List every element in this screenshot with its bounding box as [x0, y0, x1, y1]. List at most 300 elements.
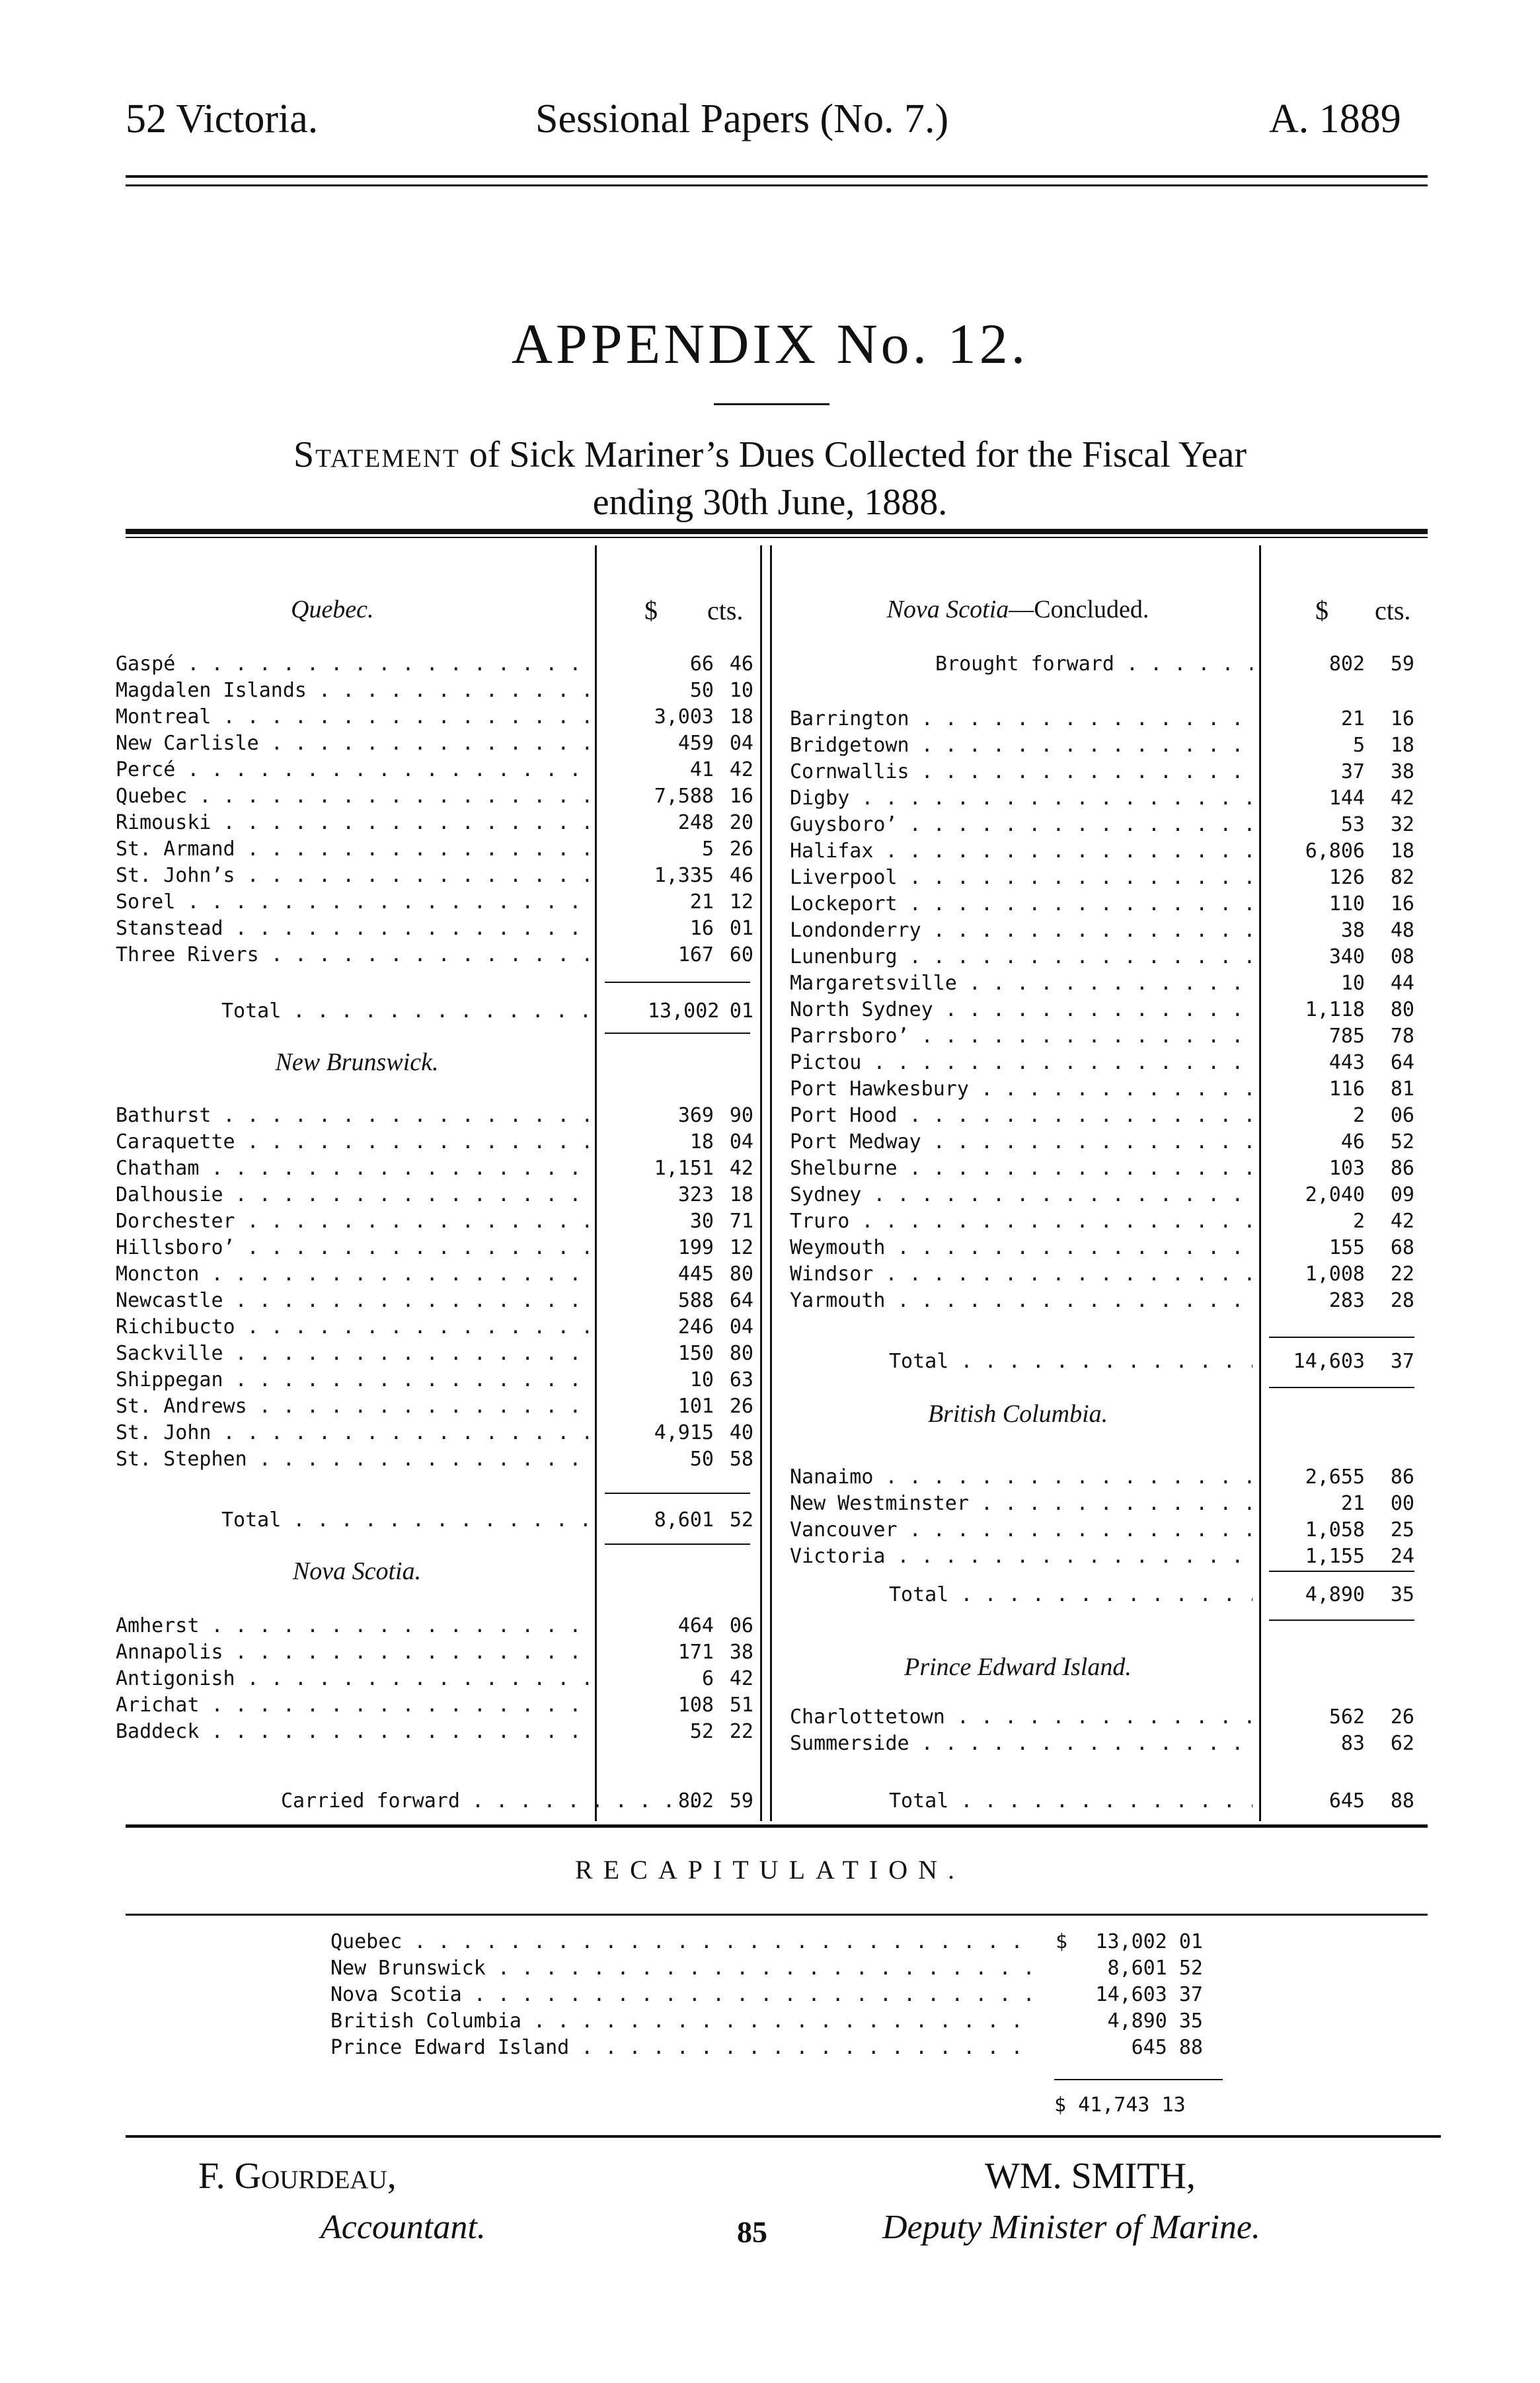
ns-concluded-row-name: Parrsboro’ . . .	[790, 1023, 1252, 1050]
nb-total-cents: 52	[729, 1508, 753, 1532]
nb-row-name: Chatham . . .	[116, 1155, 588, 1182]
pei-row	[790, 1731, 1424, 1757]
pei-heading: Prince Edward Island.	[904, 1653, 1132, 1681]
quebec-row	[116, 757, 753, 783]
nb-row-cents: 04	[729, 1130, 753, 1153]
quebec-row-name: Montreal . . .	[116, 704, 588, 730]
ns-concluded-row-name: Port Hood . . .	[790, 1103, 1252, 1129]
recap-row	[330, 2035, 1243, 2061]
ns-row-cents: 22	[729, 1720, 753, 1743]
recap-row	[330, 1929, 1243, 1955]
ns-concluded-row	[790, 1023, 1424, 1050]
quebec-row	[116, 730, 753, 757]
ns-row-dollars: 6	[701, 1667, 714, 1690]
nb-total-row	[116, 1507, 753, 1534]
nb-row	[116, 1261, 753, 1288]
ns-concluded-row-name: Yarmouth . . .	[790, 1288, 1252, 1314]
ns-row	[116, 1692, 753, 1719]
ns-concluded-row-cents: 18	[1390, 734, 1414, 757]
nb-row-dollars: 199	[677, 1236, 714, 1259]
quebec-row	[116, 704, 753, 730]
pei-row-dollars: 562	[1328, 1705, 1365, 1729]
title-rule	[714, 403, 829, 405]
ns-total-rule-2	[1269, 1387, 1414, 1388]
ns-row-cents: 38	[729, 1641, 753, 1664]
ns-concluded-row-cents: 09	[1390, 1183, 1414, 1206]
quebec-row-dollars: 248	[677, 811, 714, 834]
pei-row-cents: 26	[1390, 1705, 1414, 1729]
quebec-row-dollars: 7,588	[654, 785, 714, 808]
quebec-row-dollars: 16	[689, 917, 714, 940]
nb-row-dollars: 50	[689, 1448, 714, 1471]
nb-row-dollars: 369	[677, 1104, 714, 1127]
quebec-row-dollars: 50	[689, 679, 714, 702]
left-signature-title: Accountant.	[321, 2208, 486, 2246]
quebec-row-cents: 01	[729, 917, 753, 940]
quebec-total-label: Total . . .	[221, 998, 592, 1025]
nb-row-cents: 40	[729, 1421, 753, 1444]
ns-concluded-row-dollars: 155	[1328, 1236, 1365, 1259]
quebec-row-cents: 42	[729, 758, 753, 781]
bc-row	[790, 1543, 1424, 1570]
brought-forward-row	[790, 651, 1424, 678]
quebec-total-dollars: 13,002	[648, 999, 720, 1023]
ns-total-rule	[1269, 1337, 1414, 1338]
ns-concluded-row-dollars: 1,008	[1305, 1263, 1365, 1286]
ns-row	[116, 1666, 753, 1692]
ns-row-dollars: 108	[677, 1694, 714, 1717]
ns-total-row	[790, 1348, 1424, 1375]
nb-row-name: Newcastle . . .	[116, 1288, 588, 1314]
pei-row-dollars: 83	[1340, 1732, 1365, 1755]
ns-concluded-row-name: Cornwallis . . .	[790, 759, 1252, 785]
quebec-total-rule	[605, 982, 750, 983]
header-left: 52 Victoria.	[126, 97, 319, 141]
nb-row	[116, 1288, 753, 1314]
bc-total-dollars: 4,890	[1305, 1583, 1365, 1606]
pei-total-row	[790, 1788, 1424, 1815]
nb-row-cents: 04	[729, 1315, 753, 1339]
ns-concluded-row-name: Digby . . .	[790, 785, 1252, 812]
ns-concluded-row-name: Sydney . . .	[790, 1182, 1252, 1208]
nb-row-cents: 90	[729, 1104, 753, 1127]
quebec-row-cents: 26	[729, 838, 753, 861]
ns-concluded-row	[790, 838, 1424, 865]
ns-concluded-row	[790, 891, 1424, 918]
ns-concluded-row	[790, 1208, 1424, 1235]
ns-concluded-row-cents: 82	[1390, 866, 1414, 889]
quebec-row-dollars: 41	[689, 758, 714, 781]
ns-concluded-row-dollars: 785	[1328, 1025, 1365, 1048]
quebec-row-name: Rimouski . . .	[116, 810, 588, 836]
ns-concluded-row-dollars: 5	[1352, 734, 1365, 757]
ns-concluded-row-cents: 32	[1390, 813, 1414, 836]
recap-row-name: British Columbia . . .	[330, 2008, 1031, 2035]
ns-concluded-row-cents: 18	[1390, 840, 1414, 863]
ns-concluded-row-name: Guysboro’ . . .	[790, 812, 1252, 838]
ns-concluded-row-dollars: 53	[1340, 813, 1365, 836]
ns-concluded-row-dollars: 283	[1328, 1289, 1365, 1312]
ns-row-name: Annapolis . . .	[116, 1639, 588, 1666]
pei-row-name: Summerside . . .	[790, 1731, 1252, 1757]
nb-heading: New Brunswick.	[275, 1048, 439, 1076]
recap-row-amount: 8,601 52	[1107, 1957, 1203, 1980]
nb-row-dollars: 246	[677, 1315, 714, 1339]
ns-concluded-row-cents: 68	[1390, 1236, 1414, 1259]
nb-row	[116, 1182, 753, 1208]
pei-total-dollars: 645	[1328, 1789, 1365, 1813]
ns-concluded-row	[790, 1235, 1424, 1261]
recap-row-amount: 14,603 37	[1095, 1983, 1203, 2006]
table-top-rule	[126, 529, 1428, 534]
nb-row-dollars: 4,915	[654, 1421, 714, 1444]
cents-header-left: cts.	[707, 596, 744, 625]
nb-row-name: St. John . . .	[116, 1420, 588, 1446]
quebec-row-name: Magdalen Islands . . .	[116, 678, 588, 704]
nb-row	[116, 1129, 753, 1155]
ns-row-name: Arichat . . .	[116, 1692, 588, 1719]
pei-total-label: Total . . .	[889, 1788, 1252, 1815]
nb-row	[116, 1393, 753, 1420]
col-sep-2	[760, 545, 762, 1821]
recap-row	[330, 1982, 1243, 2008]
nb-row	[116, 1341, 753, 1367]
bc-total-rule-2	[1269, 1620, 1414, 1621]
quebec-row-cents: 46	[729, 652, 753, 676]
quebec-row-dollars: 21	[689, 890, 714, 914]
ns-row-dollars: 52	[689, 1720, 714, 1743]
nb-row-dollars: 101	[677, 1395, 714, 1418]
ns-concluded-row-cents: 64	[1390, 1051, 1414, 1074]
ns-concluded-row	[790, 1076, 1424, 1103]
ns-concluded-row-dollars: 443	[1328, 1051, 1365, 1074]
ns-concluded-row	[790, 1129, 1424, 1155]
pei-total-cents: 88	[1390, 1789, 1414, 1813]
ns-concluded-row	[790, 997, 1424, 1023]
ns-concluded-row-dollars: 6,806	[1305, 840, 1365, 863]
quebec-row-cents: 18	[729, 705, 753, 728]
ns-concluded-row-name: Barrington . . .	[790, 706, 1252, 732]
header-rule	[126, 175, 1428, 186]
statement-title	[0, 431, 1540, 526]
table-bottom-rule	[126, 1824, 1428, 1828]
ns-row-name: Baddeck . . .	[116, 1719, 588, 1745]
ns-concluded-row	[790, 759, 1424, 785]
bc-row	[790, 1517, 1424, 1543]
pei-row-name: Charlottetown . . .	[790, 1704, 1252, 1731]
ns-concluded-row-name: North Sydney . . .	[790, 997, 1252, 1023]
carried-forward-row	[116, 1788, 753, 1815]
ns-concluded-row-dollars: 46	[1340, 1130, 1365, 1153]
ns-concluded-row-name: Pictou . . .	[790, 1050, 1252, 1076]
ns-concluded-row-cents: 08	[1390, 945, 1414, 968]
bc-row-name: Vancouver . . .	[790, 1517, 1252, 1543]
nb-total-dollars: 8,601	[654, 1508, 714, 1532]
quebec-row-cents: 20	[729, 811, 753, 834]
ns-concluded-row	[790, 732, 1424, 759]
ns-row	[116, 1613, 753, 1639]
brought-forward-cents: 59	[1390, 652, 1414, 676]
bc-row-cents: 86	[1390, 1465, 1414, 1489]
quebec-row-name: Quebec . . .	[116, 783, 588, 810]
dollar-header-left: $	[644, 596, 658, 625]
brought-forward-dollars: 802	[1328, 652, 1365, 676]
pei-row-cents: 62	[1390, 1732, 1414, 1755]
quebec-row-cents: 04	[729, 732, 753, 755]
nb-row	[116, 1155, 753, 1182]
nb-row-name: Sackville . . .	[116, 1341, 588, 1367]
quebec-row-dollars: 459	[677, 732, 714, 755]
ns-concluded-row-cents: 22	[1390, 1263, 1414, 1286]
recap-row	[330, 1955, 1243, 1982]
recap-row-name: Prince Edward Island . . .	[330, 2035, 1031, 2061]
quebec-row	[116, 863, 753, 889]
quebec-row-cents: 60	[729, 943, 753, 966]
ns-concluded-row	[790, 944, 1424, 970]
recap-row	[330, 2008, 1243, 2035]
col-sep-3	[770, 545, 772, 1821]
statement-lead: Statement	[293, 434, 460, 475]
nb-row-dollars: 30	[689, 1210, 714, 1233]
bc-row-cents: 00	[1390, 1492, 1414, 1515]
recap-row-name: Quebec . . .	[330, 1929, 1031, 1955]
quebec-row-cents: 16	[729, 785, 753, 808]
recap-row-amount: 645 88	[1131, 2036, 1203, 2059]
ns-concluded-row-name: Liverpool . . .	[790, 865, 1252, 891]
quebec-row-name: Stanstead . . .	[116, 916, 588, 942]
ns-concluded-row-name: Truro . . .	[790, 1208, 1252, 1235]
quebec-row-name: Three Rivers . . .	[116, 942, 588, 968]
ns-concluded-row-cents: 48	[1390, 919, 1414, 942]
nb-total-rule	[605, 1493, 750, 1494]
bc-row-dollars: 21	[1340, 1492, 1365, 1515]
page-number: 85	[737, 2215, 767, 2249]
nb-row-dollars: 18	[689, 1130, 714, 1153]
statement-line2: ending 30th June, 1888.	[592, 482, 948, 523]
pei-row	[790, 1704, 1424, 1731]
quebec-row-cents: 46	[729, 864, 753, 887]
ns-concluded-row	[790, 1050, 1424, 1076]
nb-row-cents: 80	[729, 1263, 753, 1286]
ns-concluded-row-name: Halifax . . .	[790, 838, 1252, 865]
nb-row	[116, 1208, 753, 1235]
quebec-row	[116, 916, 753, 942]
quebec-row	[116, 651, 753, 678]
ns-concluded-row	[790, 865, 1424, 891]
header-right: A. 1889	[1269, 97, 1401, 141]
bc-total-row	[790, 1582, 1424, 1608]
ns-total-label: Total . . .	[889, 1348, 1252, 1375]
quebec-row	[116, 783, 753, 810]
ns-concluded-row	[790, 1261, 1424, 1288]
recap-row-amount: 4,890 35	[1107, 2010, 1203, 2033]
nb-row	[116, 1367, 753, 1393]
ns-row-cents: 42	[729, 1667, 753, 1690]
ns-concluded-row-dollars: 10	[1340, 972, 1365, 995]
bc-row-dollars: 2,655	[1305, 1465, 1365, 1489]
bc-row-dollars: 1,058	[1305, 1518, 1365, 1542]
nb-row	[116, 1446, 753, 1473]
nb-total-rule-2	[605, 1543, 750, 1545]
quebec-row-dollars: 167	[677, 943, 714, 966]
quebec-row-dollars: 5	[701, 838, 714, 861]
header-center: Sessional Papers (No. 7.)	[535, 97, 949, 141]
quebec-row	[116, 678, 753, 704]
ns-concluded-row-cents: 80	[1390, 998, 1414, 1021]
nb-total-label: Total . . .	[221, 1507, 592, 1534]
bc-row-cents: 24	[1390, 1545, 1414, 1568]
ns-concluded-row-cents: 16	[1390, 707, 1414, 730]
quebec-row-name: St. Armand . . .	[116, 836, 588, 863]
ns-row-dollars: 171	[677, 1641, 714, 1664]
ns-concluded-row-dollars: 1,118	[1305, 998, 1365, 1021]
nb-row-dollars: 588	[677, 1289, 714, 1312]
ns-concluded-row-name: Londonderry . . .	[790, 918, 1252, 944]
ns-concluded-row-name: Port Medway . . .	[790, 1129, 1252, 1155]
ns-total-dollars: 14,603	[1293, 1350, 1365, 1373]
nb-row-name: Shippegan . . .	[116, 1367, 588, 1393]
ns-concluded-row	[790, 706, 1424, 732]
quebec-row	[116, 836, 753, 863]
ns-concluded-row-name: Port Hawkesbury . . .	[790, 1076, 1252, 1103]
ns-heading: Nova Scotia.	[292, 1557, 422, 1585]
bc-row	[790, 1491, 1424, 1517]
carried-forward-label: Carried forward . . .	[281, 1788, 697, 1815]
ns-concluded-row-dollars: 2	[1352, 1210, 1365, 1233]
ns-concluded-row-cents: 86	[1390, 1157, 1414, 1180]
ns-concluded-row-name: Windsor . . .	[790, 1261, 1252, 1288]
quebec-row-name: Percé . . .	[116, 757, 588, 783]
nb-row-cents: 63	[729, 1368, 753, 1391]
ns-concluded-heading-italic: Nova Scotia	[886, 596, 1009, 623]
recap-rule	[126, 1914, 1428, 1916]
ns-row	[116, 1639, 753, 1666]
nb-row-cents: 71	[729, 1210, 753, 1233]
ns-row-name: Antigonish . . .	[116, 1666, 588, 1692]
nb-row-name: Hillsboro’ . . .	[116, 1235, 588, 1261]
bc-heading: British Columbia.	[927, 1400, 1108, 1428]
quebec-row-dollars: 3,003	[654, 705, 714, 728]
nb-row-name: Dalhousie . . .	[116, 1182, 588, 1208]
ns-concluded-row-cents: 06	[1390, 1104, 1414, 1127]
nb-row	[116, 1235, 753, 1261]
ns-concluded-row	[790, 1155, 1424, 1182]
ns-row-cents: 06	[729, 1614, 753, 1637]
quebec-row-dollars: 1,335	[654, 864, 714, 887]
nb-row	[116, 1314, 753, 1341]
ns-concluded-row-dollars: 103	[1328, 1157, 1365, 1180]
ns-concluded-row-dollars: 126	[1328, 866, 1365, 889]
nb-row	[116, 1420, 753, 1446]
quebec-total-row	[116, 998, 753, 1025]
right-signature-title: Deputy Minister of Marine.	[882, 2208, 1260, 2246]
right-signature-name: WM. SMITH,	[985, 2156, 1196, 2197]
nb-row-name: Dorchester . . .	[116, 1208, 588, 1235]
dollar-header-right: $	[1315, 596, 1328, 625]
bc-row-name: Victoria . . .	[790, 1543, 1252, 1570]
nb-row-dollars: 445	[677, 1263, 714, 1286]
ns-row	[116, 1719, 753, 1745]
quebec-row	[116, 889, 753, 916]
nb-row-name: St. Stephen . . .	[116, 1446, 588, 1473]
quebec-total-cents: 01	[729, 999, 753, 1023]
ns-concluded-row	[790, 1182, 1424, 1208]
nb-row-name: Bathurst . . .	[116, 1103, 588, 1129]
bc-total-label: Total . . .	[889, 1582, 1252, 1608]
ns-row-name: Amherst . . .	[116, 1613, 588, 1639]
recap-row-amount: 13,002 01	[1095, 1930, 1203, 1953]
nb-row-dollars: 323	[677, 1183, 714, 1206]
ns-total-cents: 37	[1390, 1350, 1414, 1373]
quebec-row-name: Gaspé . . .	[116, 651, 588, 678]
carried-forward-cents: 59	[729, 1789, 753, 1813]
ns-concluded-row-cents: 16	[1390, 892, 1414, 916]
ns-concluded-row-cents: 44	[1390, 972, 1414, 995]
nb-row-name: St. Andrews . . .	[116, 1393, 588, 1420]
ns-concluded-row-cents: 28	[1390, 1289, 1414, 1312]
quebec-row-dollars: 66	[689, 652, 714, 676]
ns-concluded-row	[790, 1288, 1424, 1314]
nb-row-cents: 80	[729, 1342, 753, 1365]
brought-forward-label: Brought forward . . .	[935, 651, 1252, 678]
nb-row-cents: 18	[729, 1183, 753, 1206]
ns-concluded-row-dollars: 37	[1340, 760, 1365, 783]
quebec-row-name: Sorel . . .	[116, 889, 588, 916]
ns-concluded-row-name: Bridgetown . . .	[790, 732, 1252, 759]
recap-row-name: New Brunswick . . .	[330, 1955, 1031, 1982]
ns-row-dollars: 464	[677, 1614, 714, 1637]
ns-row-cents: 51	[729, 1694, 753, 1717]
quebec-row	[116, 942, 753, 968]
ns-concluded-row-cents: 42	[1390, 1210, 1414, 1233]
ns-concluded-row-dollars: 21	[1340, 707, 1365, 730]
ns-concluded-row-dollars: 144	[1328, 787, 1365, 810]
quebec-row-cents: 10	[729, 679, 753, 702]
carried-forward-dollars: 802	[677, 1789, 714, 1813]
bc-total-rule	[1269, 1571, 1414, 1572]
ns-concluded-row-dollars: 2	[1352, 1104, 1365, 1127]
recap-row-prefix: $	[1055, 1930, 1067, 1953]
nb-row-cents: 12	[729, 1236, 753, 1259]
ns-concluded-row-name: Lunenburg . . .	[790, 944, 1252, 970]
ns-concluded-row	[790, 1103, 1424, 1129]
table-top-rule-thin	[126, 537, 1428, 538]
nb-row-name: Richibucto . . .	[116, 1314, 588, 1341]
nb-row-name: Caraquette . . .	[116, 1129, 588, 1155]
appendix-title: APPENDIX No. 12.	[511, 312, 1029, 375]
bc-row	[790, 1464, 1424, 1491]
quebec-row	[116, 810, 753, 836]
nb-row-cents: 58	[729, 1448, 753, 1471]
recapitulation-heading: RECAPITULATION.	[575, 1855, 965, 1885]
recap-total-rule	[1054, 2079, 1223, 2080]
nb-row-name: Moncton . . .	[116, 1261, 588, 1288]
bc-row-dollars: 1,155	[1305, 1545, 1365, 1568]
quebec-row-cents: 12	[729, 890, 753, 914]
quebec-total-rule-2	[605, 1033, 750, 1034]
ns-concluded-row-name: Shelburne . . .	[790, 1155, 1252, 1182]
bc-row-cents: 25	[1390, 1518, 1414, 1542]
ns-concluded-row	[790, 785, 1424, 812]
ns-concluded-row	[790, 918, 1424, 944]
nb-row-cents: 26	[729, 1395, 753, 1418]
left-signature-name: F. Gourdeau,	[198, 2156, 397, 2197]
nb-row-dollars: 150	[677, 1342, 714, 1365]
ns-concluded-row-dollars: 116	[1328, 1077, 1365, 1101]
ns-concluded-row-cents: 78	[1390, 1025, 1414, 1048]
ns-concluded-row-cents: 42	[1390, 787, 1414, 810]
ns-concluded-row-dollars: 2,040	[1305, 1183, 1365, 1206]
